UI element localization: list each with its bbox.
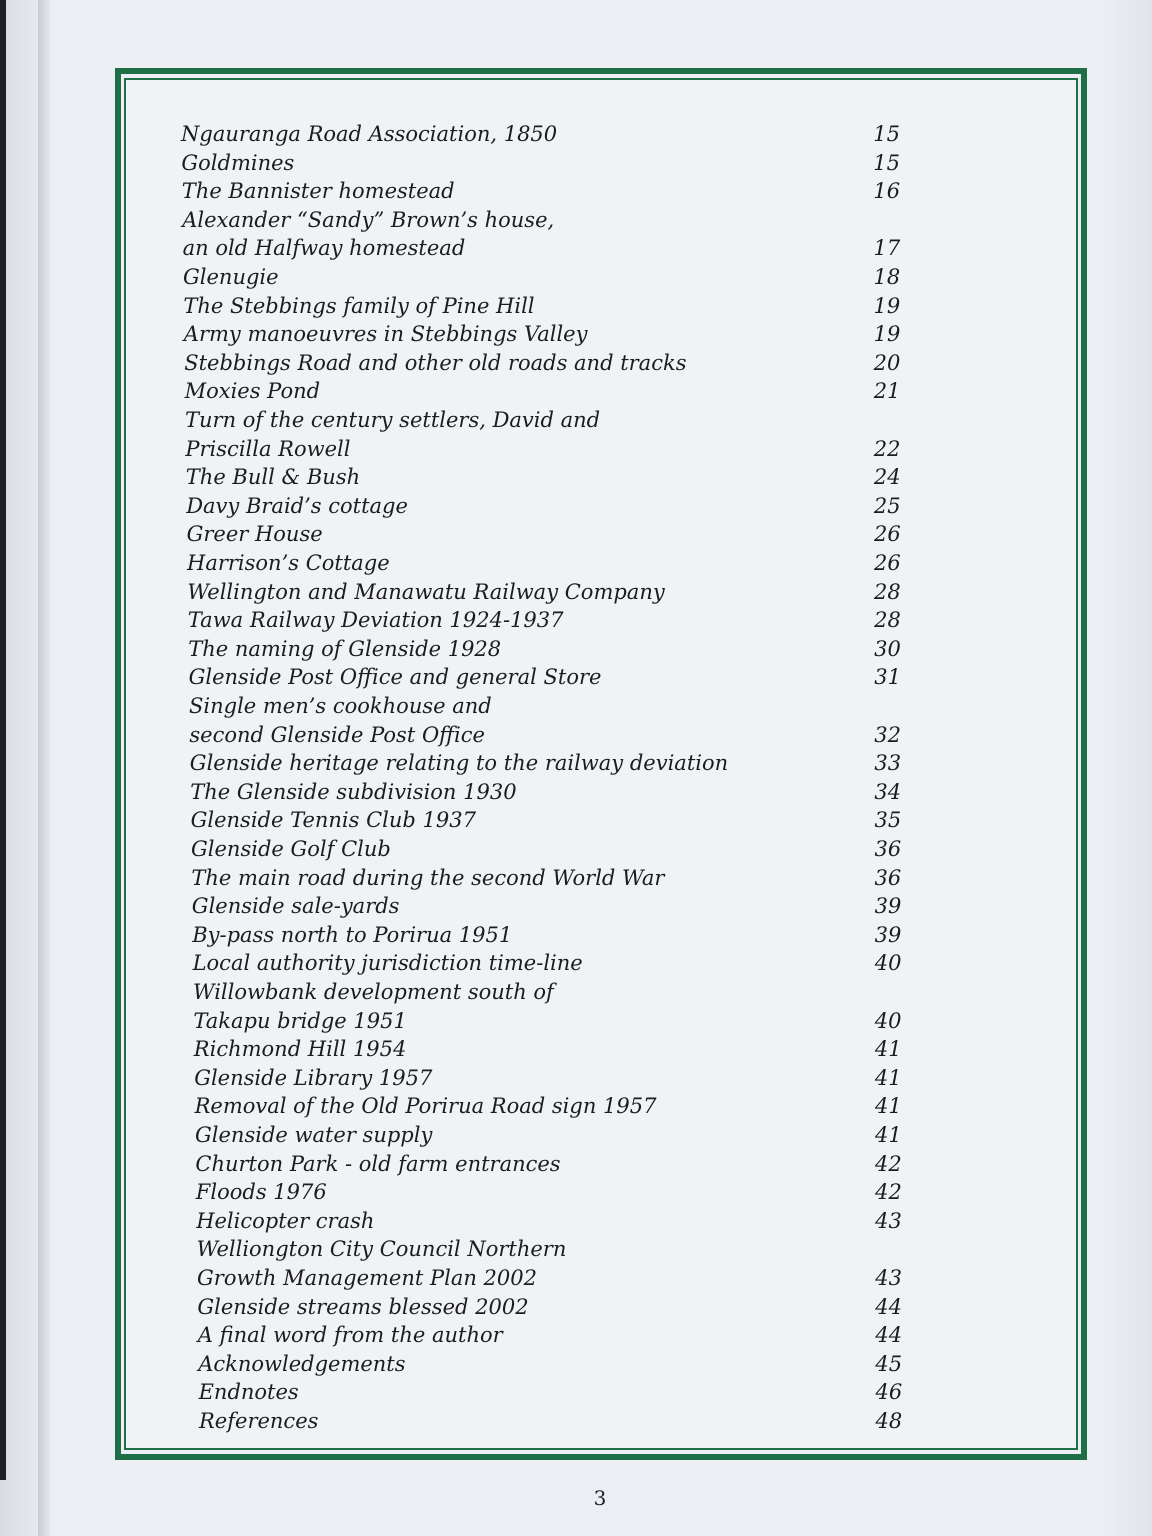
toc-entry [184,320,901,348]
toc-entry-title: Glenside Golf Club [191,837,391,861]
toc-entry [190,778,901,806]
toc-entry-title: Goldmines [181,150,295,175]
toc-entry-title: Glenside Library 1957 [194,1065,433,1090]
toc-entry [192,921,901,949]
page-number: 3 [593,1486,607,1510]
toc-entry [183,292,900,320]
toc-entry-page: 31 [874,665,901,690]
toc-entry-page: 25 [873,493,901,518]
toc-entry-title: Wellington and Manawatu Railway Company [187,579,665,604]
toc-entry [199,1407,902,1435]
toc-entry [181,149,900,177]
toc-entry-page: 15 [873,122,900,146]
toc-entry [193,978,902,1006]
toc-entry-page: 17 [873,236,901,261]
toc-entry-title: Single men’s cookhouse and [189,694,492,718]
toc-entry-page: 26 [874,551,901,575]
toc-entry [191,864,901,892]
toc-entry-page: 42 [875,1151,902,1176]
toc-entry [187,578,900,606]
toc-entry-page: 45 [875,1351,903,1376]
toc-entry-page: 41 [874,1065,902,1090]
toc-entry-page: 30 [874,636,901,661]
toc-entry-page: 21 [873,379,901,404]
toc-entry-title: Takapu bridge 1951 [193,1008,407,1033]
toc-entry-title: Stebbings Road and other old roads and tracks [184,350,687,375]
toc-entry-title: Local authority jurisdiction time-line [192,951,583,976]
toc-entry [182,206,900,234]
toc-entry-page: 32 [874,722,902,747]
toc-entry-title: Richmond Hill 1954 [193,1037,407,1062]
toc-entry-title: second Glenside Post Office [189,722,485,747]
toc-entry-title: Ngauranga Road Association, 1850 [181,122,558,146]
toc-entry [195,1150,901,1178]
toc-entry-title: The naming of Glenside 1928 [188,636,502,661]
toc-entry-title: Willowbank development south of [193,980,554,1004]
toc-entry [184,349,900,377]
toc-entry-title: Alexander “Sandy” Brown’s house, [182,207,555,232]
toc-entry-page: 24 [873,465,901,490]
toc-entry [197,1235,902,1263]
toc-entry-title: Floods 1976 [195,1180,327,1205]
toc-entry [193,1007,901,1035]
toc-entry [181,120,900,148]
toc-entry-title: Glenugie [183,265,279,289]
toc-entry-title: Tawa Railway Deviation 1924-1937 [187,608,564,633]
toc-entry-page: 19 [873,293,901,318]
toc-entry [196,1178,902,1206]
toc-entry-title: Endnotes [198,1380,299,1405]
toc-entry-page: 28 [874,608,901,633]
toc-entry-page: 34 [874,779,902,804]
toc-entry [193,949,902,977]
toc-entry-page: 41 [874,1037,902,1062]
toc-entry [185,377,901,405]
toc-entry-title: Glenside Post Office and general Store [188,665,602,690]
toc-entry-title: A final word from the author [197,1323,503,1348]
toc-entry-title: Greer House [186,522,323,547]
toc-entry-page: 35 [874,808,902,833]
toc-entry-title: Removal of the Old Porirua Road sign 1957 [194,1094,657,1119]
toc-entry-title: Glenside heritage relating to the railway deviation [189,751,729,776]
toc-entry-title: References [199,1409,319,1433]
toc-entry [194,1064,901,1092]
toc-entry-title: The Glenside subdivision 1930 [190,779,517,804]
toc-entry-title: Helicopter crash [196,1208,375,1233]
toc-entry [195,1121,902,1149]
toc-entry [192,892,902,920]
toc-entry-title: Moxies Pond [184,379,321,404]
toc-entry-page: 42 [875,1180,902,1205]
toc-entry-page: 15 [873,150,901,175]
toc-entry [191,806,902,834]
toc-entry-title: The main road during the second World War [191,865,665,890]
toc-entry-title: Turn of the century settlers, David and [185,408,601,432]
toc-entry-page: 36 [874,865,902,890]
toc-entry-title: Welliongton City Council Northern [196,1237,567,1262]
toc-entry-page: 26 [873,522,901,547]
toc-entry [189,692,901,720]
toc-entry-page: 48 [875,1409,903,1433]
toc-entry-title: The Bannister homestead [181,179,455,204]
toc-entry [189,663,901,691]
toc-entry-title: Churton Park - old farm entrances [195,1151,561,1176]
toc-entry [186,463,901,491]
toc-entry-title: Acknowledgements [198,1351,406,1376]
toc-entry [183,263,900,291]
toc-entry [183,234,901,262]
toc-entry-title: Army manoeuvres in Stebbings Valley [183,322,588,347]
toc-entry-page: 19 [873,322,901,347]
toc-entry-page: 43 [875,1208,902,1233]
toc-entry-title: Glenside sale-yards [191,894,400,919]
toc-entry-page: 44 [875,1323,903,1348]
toc-entry-title: The Stebbings family of Pine Hill [183,293,535,318]
toc-entry [187,549,901,577]
toc-entry [196,1207,902,1235]
toc-entry-title: Glenside Tennis Club 1937 [190,808,476,833]
toc-entry-page: 43 [875,1266,902,1290]
toc-entry [191,835,901,863]
toc-entry [189,721,901,749]
toc-entry [198,1350,902,1378]
toc-entry-page: 46 [875,1380,903,1405]
toc-entry-title: Glenside streams blessed 2002 [197,1294,529,1319]
toc-entry-page: 36 [874,837,902,861]
toc-entry-page: 41 [875,1123,902,1147]
toc-entry-title: Harrison’s Cottage [187,551,390,575]
toc-entry-title: Growth Management Plan 2002 [197,1266,537,1290]
toc-entry [199,1378,903,1406]
toc-entry [187,520,901,548]
toc-entry-title: Priscilla Rowell [185,436,351,461]
toc-entry-title: Davy Braid’s cottage [186,493,408,518]
toc-entry-title: an old Halfway homestead [182,236,466,261]
toc-entry [194,1035,902,1063]
toc-entry-title: Glenside water supply [195,1123,433,1147]
toc-entry-page: 28 [874,579,901,604]
toc-entry [197,1293,902,1321]
toc-entry-page: 33 [874,751,902,776]
toc-entry-page: 41 [874,1094,902,1119]
toc-entry-page: 39 [874,922,902,947]
toc-entry-page: 18 [873,265,901,289]
toc-entry-page: 40 [874,951,902,976]
toc-entry-page: 40 [874,1008,902,1033]
toc-entry-page: 39 [874,894,902,919]
toc-entry [185,406,901,434]
toc-entry [197,1264,902,1292]
toc-entry [185,435,900,463]
toc-entry [182,177,900,205]
toc-entry-page: 22 [873,436,901,461]
toc-entry [198,1321,902,1349]
toc-entry-page: 16 [873,179,901,204]
toc-entry-page: 20 [873,350,901,375]
toc-entry-title: The Bull & Bush [185,465,361,490]
toc-entry [188,606,901,634]
toc-entry [195,1092,902,1120]
toc-entry-title: By-pass north to Porirua 1951 [192,922,513,947]
toc-entry-page: 44 [875,1294,903,1319]
toc-entry [190,749,901,777]
toc-entry [186,492,900,520]
toc-entry [188,635,901,663]
